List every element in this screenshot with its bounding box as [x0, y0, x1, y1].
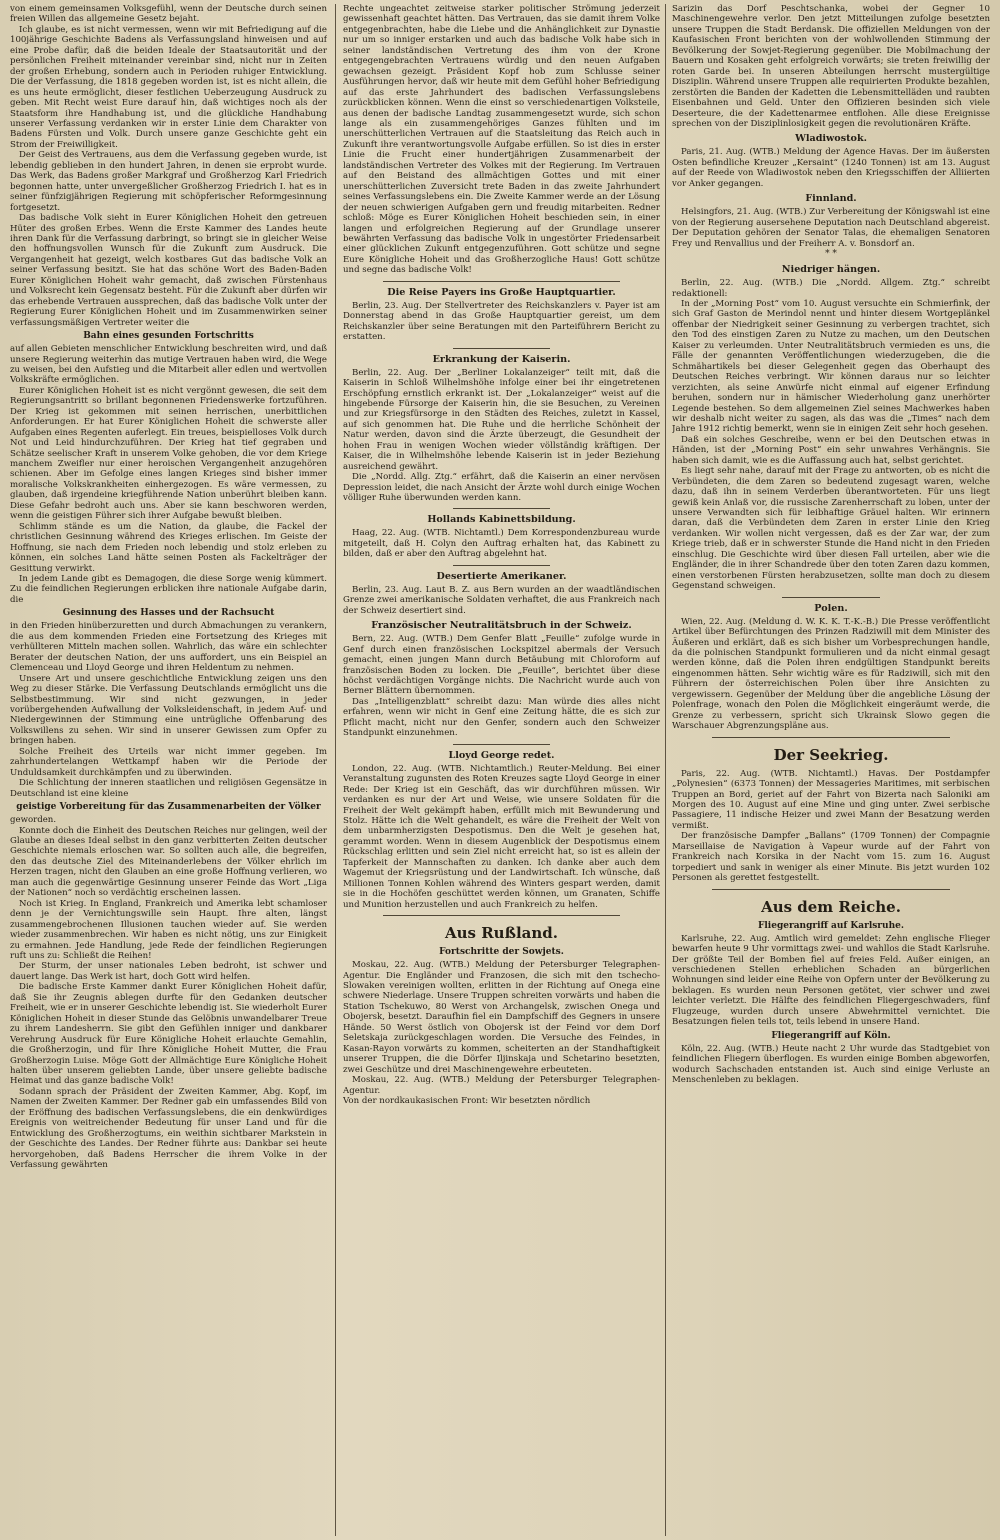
article-paragraph: Berlin, 23. Aug. Laut B. Z. aus Bern wurden an der waadtländischen Grenze zwei amerikanische Soldaten verhaftet, die aus Frankreich nach der Schweiz desertiert sind.: [343, 584, 660, 616]
article-paragraph: Das badische Volk sieht in Eurer Königlichen Hoheit den getreuen Hüter des großen Erbes. Wenn die Erste Kammer des Landes heute ihren Dank für die Verfassung darbringt, so bringt sie in gleicher Weise den hoffnungsvollen Wunsch für die Zukunft zum Ausdruck. Die Vergangenheit hat gezeigt, welch kostbares Gut das badische Volk an seiner Verfassung besitzt. Sie hat das schöne Wort des Baden-Baden Eurer Königlichen Hoheit wahr gemacht, daß zwischen Fürstenhaus und Volksrecht kein Gegensatz besteht. Für die Zukunft aber dürfen wir das erhebende Vertrauen aussprechen, daß das badische Volk unter der Regierung Eurer Königlichen Hoheit und im Zusammenwirken seiner verfassungsmäßigen Vertreter weiter die: [10, 213, 327, 328]
article-paragraph: Der französische Dampfer „Ballans“ (1709 Tonnen) der Compagnie Marseillaise de Navigation à Vapeur wurde auf der Fahrt von Frankreich nach Korsika in der Nacht vom 15. zum 16. August torpediert und sank in weniger als einer Minute. Bis jetzt wurden 102 Personen als gerettet festgestellt.: [672, 831, 990, 884]
article-paragraph: Helsingfors, 21. Aug. (WTB.) Zur Verbereitung der Königswahl ist eine von der Regierung ausersehene Deputation nach Deutschland abgereist. Der Deputation gehören der Senator Talas, die ehemaligen Senatoren Frey und Renvallius und der Freiherr A. v. Bonsdorf an.: [672, 207, 990, 249]
article-paragraph: Der Geist des Vertrauens, aus dem die Verfassung gegeben wurde, ist lebendig geblieben in den hundert Jahren, in denen sie erprobt wurde. Das Werk, das Badens großer Markgraf und Großherzog Karl Friedrich begonnen hatte, unter unvergeßlicher Großherzog Friedrich I. hat es in seiner fünfzigjährigen Regierung mit schöpferischer Reformgesinnung fortgesetzt.: [10, 150, 327, 213]
section-divider: [453, 348, 550, 349]
article-paragraph: Paris, 22. Aug. (WTB. Nichtamtl.) Havas. Der Postdampfer „Polynesien“ (6373 Tonnen) der Messageries Maritimes, mit serbischen Truppen an Bord, geriet auf der Fahrt von Bizerta nach Saloniki am Morgen des 10. August auf eine Mine und ging unter. Zwei serbische Passagiere, 11 indische Heizer und zwei Mann der Besatzung werden vermißt.: [672, 768, 990, 831]
article-paragraph: Eurer Königlichen Hoheit ist es nicht vergönnt gewesen, die seit dem Regierungsantritt so brillant begonnenen Friedenswerke fortzuführen. Der Krieg ist gekommen mit seinen herrischen, unerbittlichen Anforderungen. Er hat Eurer Königlichen Hoheit die schwerste aller Aufgaben eines Regenten auferlegt. Ein treues, beispielloses Volk durch Not und Leid hindurchzuführen. Der Krieg hat tief gegraben und Schätze seelischer Kraft in unserem Volke gehoben, die vor dem Kriege manchem Zweifler nur einer heroischen Vergangenheit anzugehören schienen. Aber im Gefolge eines langen Krieges sind bisher immer moralische Volkskrankheiten einhergezogen. Es wäre vermessen, zu glauben, daß irgendeine kriegführende Nation unberührt bleiben kann. Diese Gefahr bedroht auch uns. Aber sie kann beschworen werden, wenn die geistigen Führer sich ihrer Aufgabe bewußt bleiben.: [10, 385, 327, 522]
subheading: Fortschritte der Sowjets.: [439, 947, 564, 958]
article-paragraph: Von der nordkaukasischen Front: Wir besetzten nördlich: [343, 1095, 591, 1106]
subheading: geistige Vorbereitung für das Zusammenarbeiten der Völker: [16, 802, 321, 813]
article-paragraph: auf allen Gebieten menschlicher Entwicklung beschreiten wird, und daß unsere Regierung weiterhin das mutige Vertrauen haben wird, die Wege zu weisen, bei den Aufstieg und die Mitarbeit aller edlen und wertvollen Volkskräfte ermöglichen.: [10, 344, 327, 386]
section-divider: [712, 889, 950, 890]
article-paragraph: Ich glaube, es ist nicht vermessen, wenn wir mit Befriedigung auf die 100jährige Geschichte Badens als Verfassungsland hinweisen und auf eine Probe dafür, daß die beiden Ideale der Staatsautorität und der persönlichen Freiheit miteinander vereinbar sind, nicht nur in Zeiten der großen Erhebung, sondern auch in Perioden ruhiger Entwicklung. Die der Verfassung, die 1818 gegeben worden ist, ist es nicht allein, die es uns heute ermöglicht, dieser festlichen Ueberzeugung Ausdruck zu geben. Mit Recht weist Eure darauf hin, daß wichtiges noch als der Staatsform ihre Handhabung ist, und die glückliche Handhabung unserer Verfassung verdanken wir in erster Linie dem Charakter von Badens Fürsten und Volk. Durch unsere ganze Geschichte geht ein Strom der Freiwilligkeit.: [10, 24, 327, 150]
article-paragraph: Berlin, 22. Aug. (WTB.) Die „Nordd. Allgem. Ztg.“ schreibt redaktionell:: [672, 278, 990, 299]
article-paragraph: Noch ist Krieg. In England, Frankreich und Amerika lebt schamloser denn je der Vernichtungswille sein Haupt. Ihre alten, längst zusammengebrochenen Illusionen tauchen wieder auf. Sie werden wieder zusammenbrechen. Wir haben es nicht nötig, uns zur Einigkeit zu ermahnen. Jede Handlung, jede Rede der feindlichen Regierungen ruft uns zu: Schließt die Reihen!: [10, 898, 327, 961]
section-headline: Der Seekrieg.: [773, 745, 889, 764]
article-paragraph: Es liegt sehr nahe, darauf mit der Frage zu antworten, ob es nicht die Verbündeten, die dem Zaren so bedeutend zugesagt waren, welche dazu, daß ihn in seinem Verderben überantworteten. Für uns liegt gewiß kein Anlaß vor, die russische Zarenherrschaft zu loben, unter der unsere Verwandten sich für leibhaftige Gräuel halten. Wir erinnern daran, daß die Verbündeten dem Zaren in erster Linie den Krieg verdanken. Wir wollen nicht vergessen, daß es der Zar war, der zum Kriege trieb, daß er in schwerster Stunde die Hand nicht in den Frieden einschlug. Die Geschichte wird über diesen Fall urteilen, aber wie die Engländer, die in ihrer Schandrede über den toten Zaren dazu kommen, einen verstorbenen Fürsten herabzusetzen, sollte man doch zu diesem Gegenstand schweigen.: [672, 466, 990, 592]
article-paragraph: Moskau, 22. Aug. (WTB.) Meldung der Petersburger Telegraphen-Agentur. Die Engländer und Franzosen, die sich mit den tschecho-Slowaken vereinigen wollten, erlitten in der Richtung auf Onega eine schwere Niederlage. Unsere Truppen schreiten vorwärts und haben die Station Tschekuwo, 80 Werst von Archangelsk, zwischen Onega und Obojersk, besetzt. Daraufhin fiel ein Dampfschiff des Gegners in unsere Hände. 50 Werst östlich von Obojersk ist der Feind vor dem Dorf Seletskaja zurückgeschlagen worden. Die Versuche des Feindes, in Kasan-Rayon vorwärts zu kommen, scheiterten an der Standhaftigkeit unserer Truppen, die die Dörfer Iljinskaja und Schetarino besetzten, zwei Geschütze und drei Maschinengewehre erbeuteten.: [343, 960, 660, 1075]
article-paragraph: Solche Freiheit des Urteils war nicht immer gegeben. Im zahrhundertelangen Wettkampf haben wir die Periode der Unduldsamkeit durchkämpfen und zu überwinden.: [10, 746, 327, 778]
column-rule-left: [335, 4, 336, 1536]
article-paragraph: Die „Nordd. Allg. Ztg.“ erfährt, daß die Kaiserin an einer nervösen Depression leidet, die nach Ansicht der Ärzte wohl durch einige Wochen völliger Ruhe überwunden werden kann.: [343, 472, 660, 504]
column-2: [343, 4, 660, 1540]
article-paragraph: Karlsruhe, 22. Aug. Amtlich wird gemeldet: Zehn englische Flieger bewarfen heute 9 Uhr vormittags zwei- und wahllos die Stadt Karlsruhe. Der größte Teil der Bomben fiel auf freies Feld. Außer einigen, an verschiedenen Stellen erheblichen Schaden an bürgerlichen Wohnungen sind leider eine Reihe von Opfern unter der Bevölkerung zu beklagen. Es wurden neun Personen getötet, vier schwer und zwei leichter verletzt. Die Hälfte des feindlichen Fliegergeschwaders, fünf Flugzeuge, wurden durch unsere Abwehrmittel vernichtet. Die Besatzungen fielen teils tot, teils lebend in unsere Hand.: [672, 933, 990, 1028]
section-divider: [453, 508, 550, 509]
subheading: Fliegerangriff auf Karlsruhe.: [757, 920, 904, 931]
article-headline: Erkrankung der Kaiserin.: [432, 353, 571, 365]
article-paragraph: Haag, 22. Aug. (WTB. Nichtamtl.) Dem Korrespondenzbureau wurde mitgeteilt, daß H. Colyn den Auftrag erhalten hat, das Kabinett zu bilden, daß er aber den Auftrag abgelehnt hat.: [343, 528, 660, 560]
section-headline: Aus dem Reiche.: [761, 897, 901, 916]
article-paragraph: Unsere Art und unsere geschichtliche Entwicklung zeigen uns den Weg zu dieser Stärke. Die Verfassung Deutschlands ermöglicht uns die Selbstbestimmung. Wir sind nicht gezwungen, in jeder vorübergehenden Aufwallung der Volksleidenschaft, in jedem Auf- und Niedergewinnen der Stimmung eine untrügliche Offenbarung des Volkswillens zu sehen. Wir sind in unserer Gewissen zum Opfer zu bringen haben.: [10, 673, 327, 747]
article-headline: Lloyd George redet.: [448, 749, 555, 761]
article-headline: Desertierte Amerikaner.: [436, 570, 567, 582]
article-headline: Die Reise Payers ins Große Hauptquartier.: [387, 286, 616, 298]
article-headline: Hollands Kabinettsbildung.: [427, 514, 576, 526]
article-paragraph: Die badische Erste Kammer dankt Eurer Königlichen Hoheit dafür, daß Sie ihr Zeugnis ablegen durfte für den Gedanken deutscher Freiheit, wie er in unserer Geschichte lebendig ist. Sie wiederholt Eurer Königlichen Hoheit in dieser Stunde das Gelöbnis unwandelbarer Treue zu ihrem Landesherrn. Sie gibt den Gefühlen inniger und dankbarer Verehrung Ausdruck für Eure Königliche Hoheit erlauchte Gemahlin, die Großherzogin, und für Ihre Königliche Hoheit Mutter, die Frau Großherzogin Luise. Möge Gott der Allmächtige Eure Königliche Hoheit halten über unserem geliebten Lande, über unsere geliebte badische Heimat und das ganze badische Volk!: [10, 982, 327, 1087]
article-paragraph: Berlin, 23. Aug. Der Stellvertreter des Reichskanzlers v. Payer ist am Donnerstag abend in das Große Hauptquartier gereist, um dem Reichskanzler über seine Beratungen mit den Parteiführern Bericht zu erstatten.: [343, 300, 660, 343]
ornament-divider: * *: [825, 249, 837, 260]
article-headline: Polen.: [814, 602, 848, 614]
article-paragraph: geworden.: [10, 815, 57, 826]
section-divider: [453, 744, 550, 745]
article-headline: Französischer Neutralitätsbruch in der Schweiz.: [371, 620, 632, 632]
article-paragraph: Die Schlichtung der inneren staatlichen und religiösen Gegensätze in Deutschland ist eine kleine: [10, 778, 327, 799]
article-paragraph: Paris, 21. Aug. (WTB.) Meldung der Agence Havas. Der im äußersten Osten befindliche Kreuzer „Kersaint“ (1240 Tonnen) ist am 13. August auf der Reede von Wladiwostok neben den Kriegsschiffen der Alliierten vor Anker gegangen.: [672, 147, 990, 189]
column-3: [672, 4, 990, 1540]
article-paragraph: Der Sturm, der unser nationales Leben bedroht, ist schwer und dauert lange. Das Werk ist hart, doch Gott wird helfen.: [10, 961, 327, 982]
article-paragraph: Das „Intelligenzblatt“ schreibt dazu: Man würde dies alles nicht erfahren, wenn wir nicht in Genf eine Zeitung hätte, die es sich zur Pflicht macht, nicht nur den Genfer, sondern auch den Schweizer Standpunkt einzunehmen.: [343, 696, 660, 739]
section-divider: [383, 915, 620, 916]
article-paragraph: Bern, 22. Aug. (WTB.) Dem Genfer Blatt „Feuille“ zufolge wurde in Genf durch einen französischen Lockspitzel abermals der Versuch gemacht, einen jungen Mann durch Betäubung mit Chloroform auf französischen Boden zu locken. Die „Feuille“, berichtet über diese höchst verdächtigen Vorgänge nichts. Die Nachricht wurde auch von Berner Blättern übernommen.: [343, 634, 660, 697]
article-paragraph: Wien, 22. Aug. (Meldung d. W. K. K. T.-K.-B.) Die Presse veröffentlicht Artikel über Befürchtungen des Prinzen Radziwill mit dem Minister des Äußeren und erklärt, daß es sich bisher um Vorbesprechungen handle, da die polnischen Standpunkt formulieren und da nicht einmal gesagt werden könne, daß die Polen ihren endgültigen Standpunkt bereits eingenommen hätten. Sehr wichtig wäre es für Radziwill, sich mit den Führern der österreichischen Polen über ihre Ansichten zu vergewissern. Gegenüber der Meldung über die angebliche Lösung der Polenfrage, wonach den Polen die Möglichkeit eingeräumt werde, die Grenze zu verbessern, spricht sich Ukrainsk Slowo gegen die Warschauer Abgrenzungspläne aus.: [672, 616, 990, 732]
column-rule-right: [665, 4, 666, 1536]
section-divider: [453, 565, 550, 566]
article-paragraph: Schlimm stände es um die Nation, da glaube, die Fackel der christlichen Gesinnung während des Krieges erlischen. Im Geiste der Hoffnung, sie nach dem Frieden noch lebendig und stolz erleben zu können, ein solches Land hätte seinen Posten als Fackelträger der Gesittung verwirkt.: [10, 521, 327, 574]
article-paragraph: Rechte ungeachtet zeitweise starker politischer Strömung jederzeit gewissenhaft geachtet hätten. Das Vertrauen, das sie damit ihrem Volke entgegenbrachten, habe die Liebe und die Anhänglichkeit zur Dynastie nur um so inniger erstarken und auch das badische Volk habe sich in seiner landständischen Vertretung des ihm von der Krone entgegengebrachten Vertrauens würdig und den neuen Aufgaben gewachsen gezeigt. Präsident Kopf hob zum Schlusse seiner Ausführungen hervor, daß wir heute mit dem Gefühl hoher Befriedigung auf das erste Jahrhundert des badischen Verfassungslebens zurückblicken können. Wenn die einst so verschiedenartigen Volksteile, aus denen der badische Landtag zusammengesetzt wurde, sich schon lange als ein zusammengehöriges Ganzes fühlten und im unerschütterlichen Vertrauen auf die Staatsleitung das Reich auch in Zukunft ihre verantwortungsvolle Aufgabe erfüllen. So ist dies in erster Linie die Frucht einer hundertjährigen Zusammenarbeit der landständischen Vertreter des Volkes mit der Regierung. Im Vertrauen auf den Beistand des allmächtigen Gottes und mit einer unerschütterlichen Zuversicht trete Baden in das zweite Jahrhundert seines Verfassungslebens ein. Die Zweite Kammer werde an der Lösung der neuen schwierigen Aufgaben gern und freudig mitarbeiten. Redner schloß: Möge es Eurer Königlichen Hoheit beschieden sein, in einer langen und erfolgreichen Regierung auf der Grundlage unserer bewährten Verfassung das badische Volk in ungestörter Friedensarbeit einer glücklichen Zukunft entgegenzuführen. Gott schütze und segne Eure Königliche Hoheit und das Großherzogliche Haus! Gott schütze und segne das badische Volk!: [343, 4, 660, 276]
section-divider: [712, 737, 950, 738]
section-headline: Aus Rußland.: [444, 924, 558, 943]
section-divider: [782, 597, 880, 598]
subheading: Gesinnung des Hasses und der Rachsucht: [62, 608, 275, 619]
article-paragraph: In jedem Lande gibt es Demagogen, die diese Sorge wenig kümmert. Zu die feindlichen Regierungen erblicken ihre nationale Aufgabe darin, die: [10, 574, 327, 605]
article-headline: Finnland.: [805, 193, 857, 205]
article-paragraph: London, 22. Aug. (WTB. Nichtamtlich.) Reuter-Meldung. Bei einer Veranstaltung zugunsten des Roten Kreuzes sagte Lloyd George in einer Rede: Der Krieg ist ein Geschäft, das wir durchführen müssen. Wir verdanken es nur der Art und Weise, wie unsere Soldaten für die Freiheit der Welt gekämpft haben, erfüllt mich mit Bewunderung und Stolz. Hätte ich die Welt gehandelt, es wäre die Freiheit der Welt von dem unbarmherzigsten Despotismus. Den die Welt je gesehen hat, gerammt worden. Wenn in diesem Augenblick der Despotismus einem Rückschlag erlitten und sein Ziel nicht erreicht hat, so ist es allein der Tapferkeit der Mannschaften zu danken. Ich danke aber auch dem Wagemut der Kriegsrüstung und der Landwirtschaft. Ich wünsche, daß Millionen Tonnen Kohlen während des Winters gespart werden, damit sie in die Hochöfen geschüttet werden können, um Granaten, Schiffe und Munition herzustellen und auch Frankreich zu helfen.: [343, 763, 660, 910]
subheading: Fliegerangriff auf Köln.: [771, 1030, 891, 1041]
article-paragraph: Daß ein solches Geschreibe, wenn er bei den Deutschen etwas in Händen, ist der „Morning Post“ ein sehr unwahres Verhängnis. Sie haben sich damit, wie es die Auffassung auch hat, selbst gerichtet.: [672, 434, 990, 466]
article-paragraph: Sodann sprach der Präsident der Zweiten Kammer, Abg. Kopf, im Namen der Zweiten Kammer. Der Redner gab ein umfassendes Bild von der Eröffnung des badischen Verfassungslebens, die ein denkwürdiges Ereignis von weitreichender Bedeutung für unser Land und für die Entwicklung des Großherzogtums, ein weithin sichtbarer Markstein in der Geschichte des Landes. Der Redner führte aus: Dankbar sei heute hervorgehoben, daß Badens Herrscher die ihrem Volke in der Verfassung gewährten: [10, 1086, 327, 1171]
article-paragraph: in den Frieden hinüberzuretten und durch Abmachungen zu verankern, die aus dem kommenden Frieden eine Fortsetzung des Krieges mit verhüllteren Mitteln machen sollen. Wahrlich, das wäre ein schlechter Berater der deutschen Nation, der uns auffordert, uns ein Beispiel an Clemenceau und Lloyd George und ihren Heldentum zu nehmen.: [10, 621, 327, 674]
article-paragraph: Sarizin das Dorf Peschtschanka, wobei der Gegner 10 Maschinengewehre verlor. Den jetzt Mitteilungen zufolge besetzten unsere Truppen die Stadt Berdansk. Die offiziellen Meldungen von der Kaufasischen Front berichten von der wohlwollenden Stimmung der Bevölkerung der Sowjet-Regierung gegenüber. Die Mobilmachung der Bauern und Kosaken geht erfolgreich vorwärts; sie treten freiwillig der roten Garde bei. In unseren Abteilungen herrscht mustergültige Disziplin. Während unsere Truppen alle requirierten Produkte bezahlen, zerstörten die Banden der Kadetten die Lebensmittelläden und raubten Eisenbahnen und Geld. Unter den Offizieren besinden sich viele Deserteure, die der Kadettenarmee entflohen. Alle diese Ereignisse sprechen von der Disziplinlosigkeit gegen die revolutionären Kräfte.: [672, 4, 990, 129]
article-headline: Niedriger hängen.: [781, 264, 881, 276]
article-paragraph: Berlin, 22. Aug. Der „Berliner Lokalanzeiger“ teilt mit, daß die Kaiserin in Schloß Wilhelmshöhe infolge einer bei ihr eingetretenen Erschöpfung ernstlich erkrankt ist. Der „Lokalanzeiger“ weist auf die hingebende Fürsorge der Kaiserin hin, die sie Besuchen, zu Vereinen und zur Kriegsfürsorge in den Städten des Reiches, zuletzt in Kassel, auf sich genommen hat. Die Ruhe und die herrliche Schönheit der Natur werden, davon sind die Ärzte überzeugt, die Gesundheit der hohen Frau in wenigen Wochen wieder völlständig kräftigen. Der Kaiser, die in Wilhelmshöhe lebende Kaiserin ist in jeder Beziehung ausreichend gewährt.: [343, 367, 660, 472]
section-divider: [383, 281, 620, 282]
subheading: Bahn eines gesunden Fortschritts: [83, 331, 254, 342]
article-paragraph: von einem gemeinsamen Volksgefühl, wenn der Deutsche durch seinen freien Willen das allgemeine Gesetz bejaht.: [10, 4, 327, 25]
article-paragraph: Köln, 22. Aug. (WTB.) Heute nacht 2 Uhr wurde das Stadtgebiet von feindlichen Fliegern überflogen. Es wurden einige Bomben abgeworfen, wodurch Sachschaden entstanden ist. Auch sind einige Verluste an Menschenleben zu beklagen.: [672, 1043, 990, 1086]
article-paragraph: In der „Morning Post“ vom 10. August versuchte ein Schmierfink, der sich Graf Gaston de Merindol nennt und hinter diesem Wortgeplänkel offenbar der Niedrigkeit seiner Gesinnung zu verbergen trachtet, sich den Tod des einstigen Zaren zu Nutze zu machen, um den Deutschen Kaiser zu verleumden. Unter Neutralitätsbruch vermieden es uns, die Fälle der genannten Veröffentlichungen wiederzugeben, die die Schmähartikels bei dieser Gelegenheit gegen das Oberhaupt des Deutschen Reiches verbringt. Wir können daraus nur so leichter verzichten, als seine Anwürfe nicht einmal auf eigener Erfindung beruhen, sondern nur in hämischer Wiederholung ganz unerhörter Legende bestehen. So dem allgemeinen Ziel seines Machwerkes haben wir deshalb nicht weiter zu sagen, als das was die „Times“ nach dem Jahre 1912 richtig bemerkt, wenn sie in einigen Zeit sehr hoch gesehen.: [672, 298, 990, 435]
article-paragraph: Konnte doch die Einheit des Deutschen Reiches nur gelingen, weil der Glaube an dieses Ideal selbst in den ganz verbitterten Zeiten deutscher Geschichte niemals erloschen war. So sollten auch alle, die begreifen, den das deutsche Ziel des Miteinanderlebens der Völker ehrlich im Herzen tragen, nicht den Glauben an eine große Hoffnung verlieren, wo man auch die gegenwärtige Gesinnung unserer Feinde das Wort „Liga der Nationen“ noch so verdächtig erscheinen lassen.: [10, 825, 327, 899]
article-paragraph: Moskau, 22. Aug. (WTB.) Meldung der Petersburger Telegraphen-Agentur.: [343, 1075, 660, 1096]
column-1: [10, 4, 327, 1540]
article-headline: Wladiwostok.: [795, 133, 867, 145]
